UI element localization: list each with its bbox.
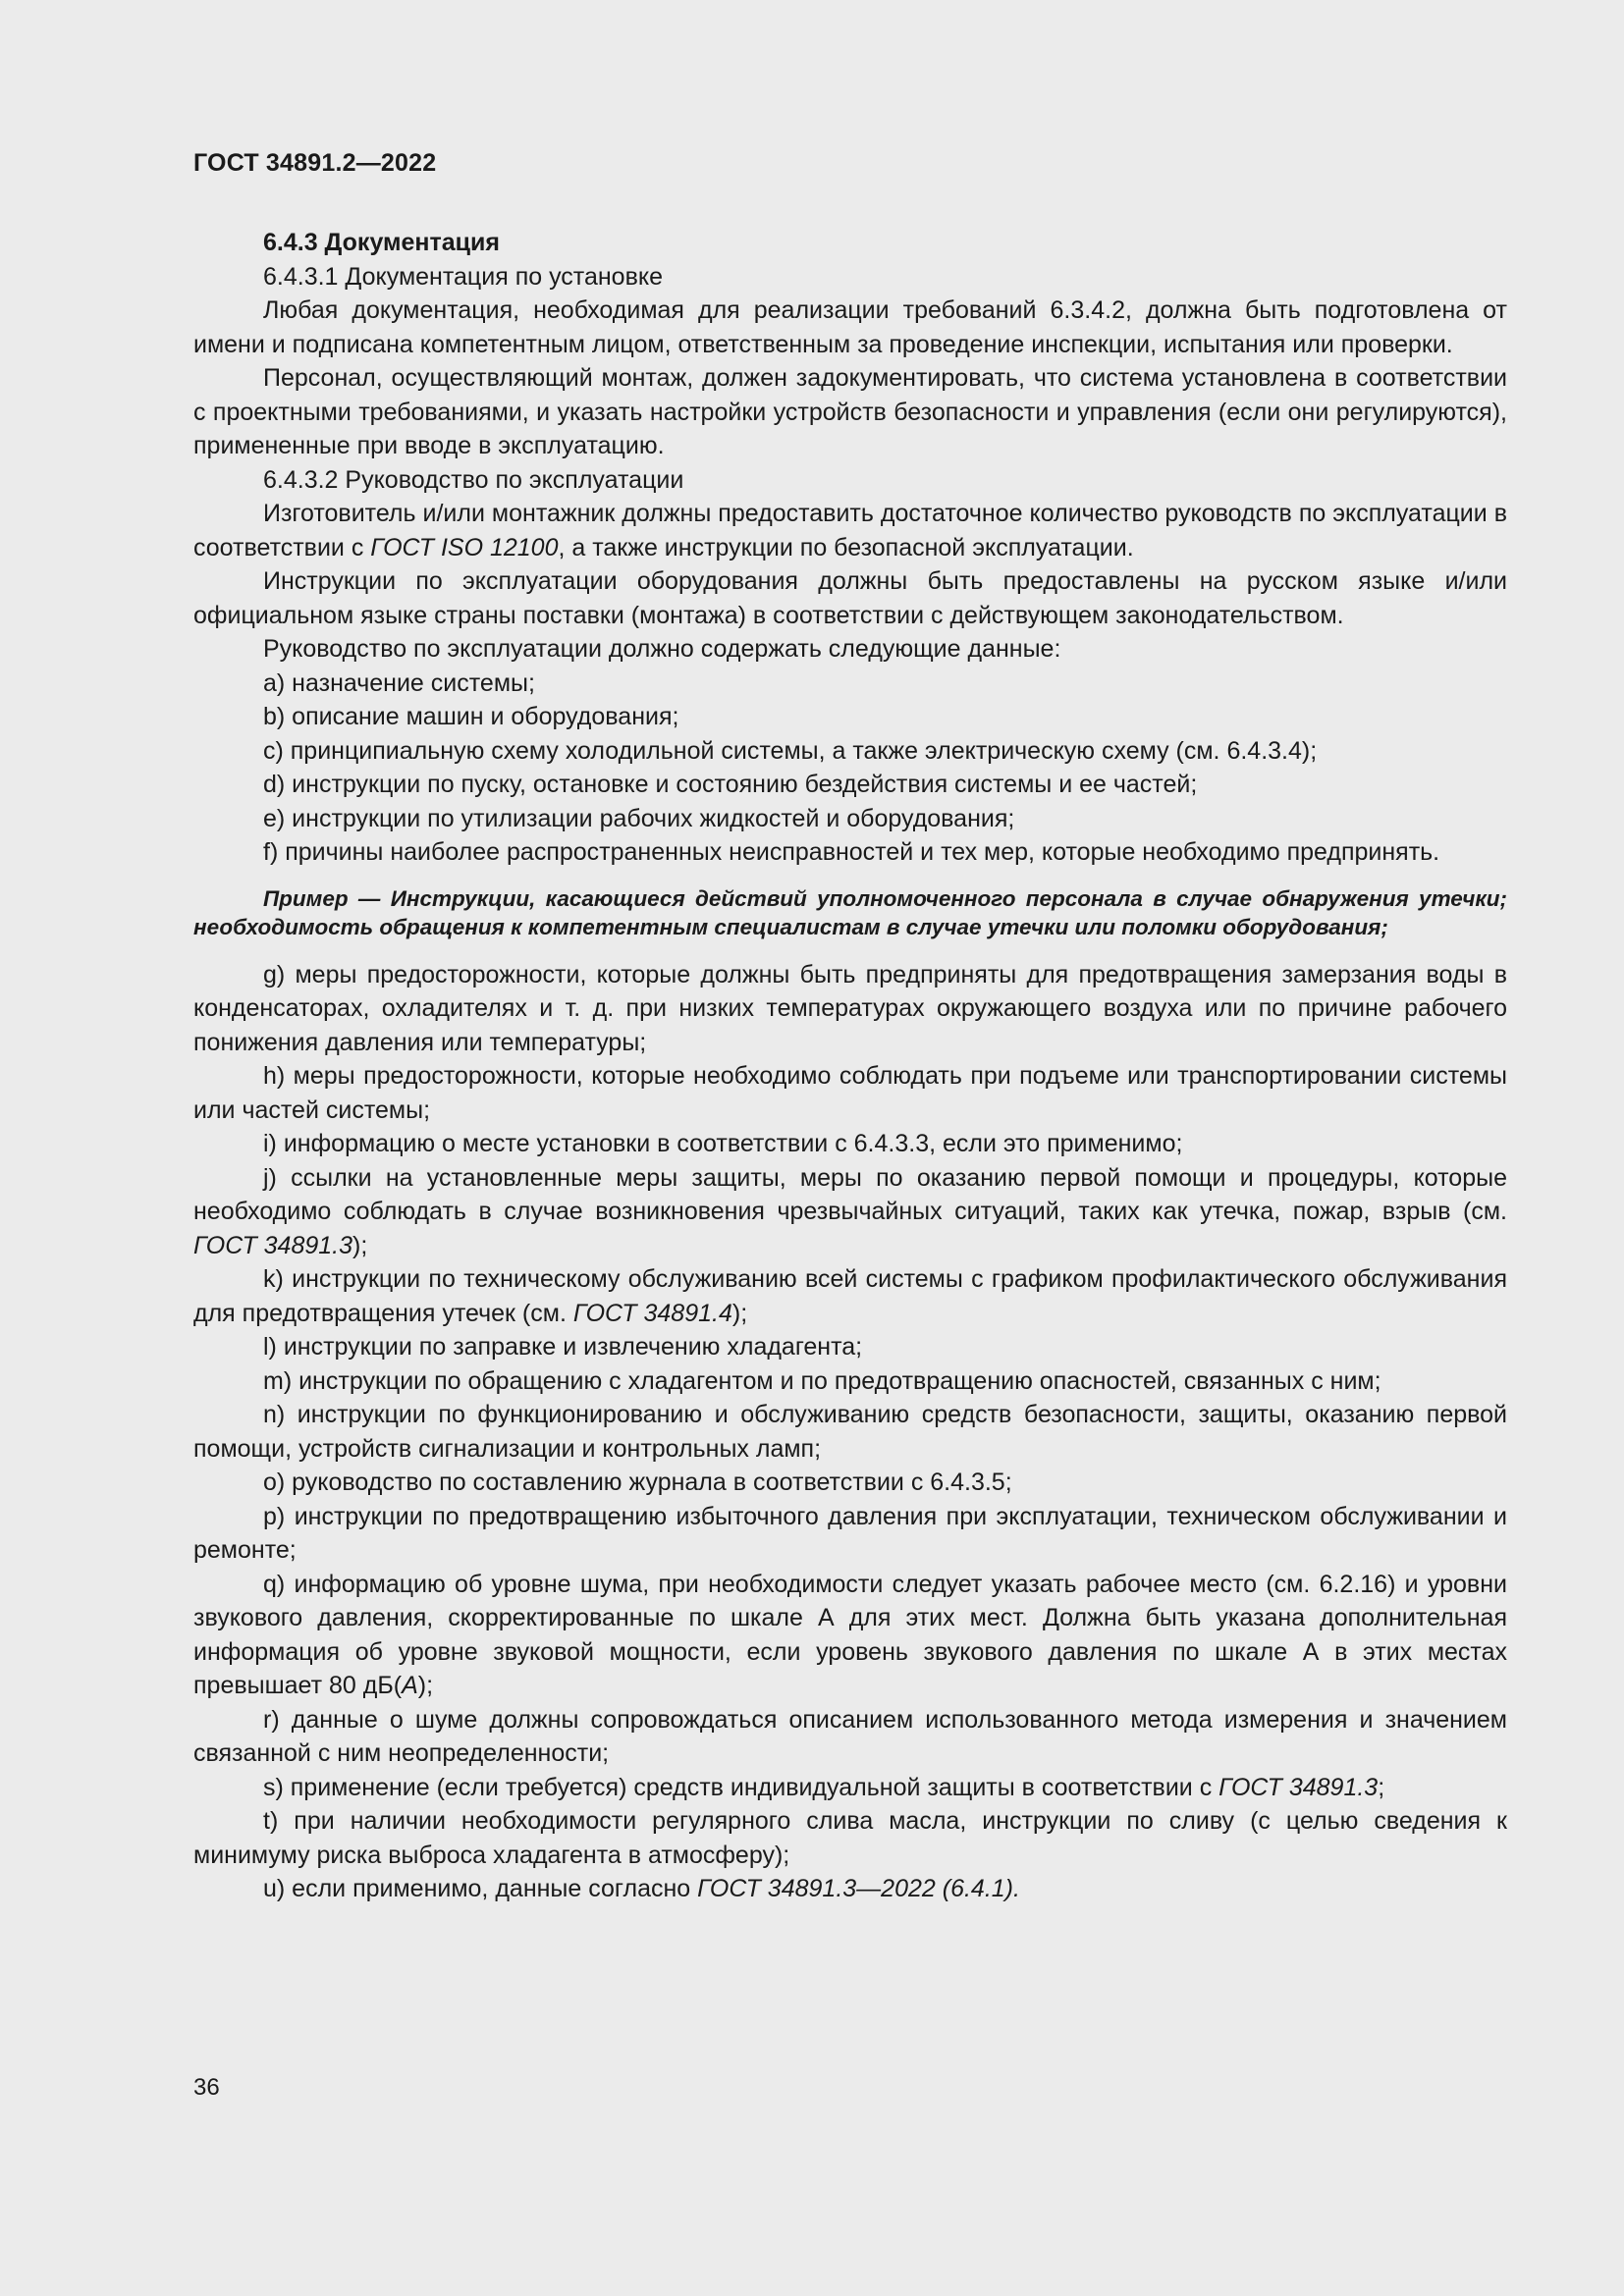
list-item: c) принципиальную схему холодильной системы, а также электрическую схему (см. 6.4.3.4);	[263, 736, 1318, 765]
paragraph: Инструкции по эксплуатации оборудования должны быть предоставлены на русском языке и/или официальном языке страны поставки (монтажа) в соответствии с действующем законодательством.	[193, 567, 1507, 629]
text: );	[352, 1231, 368, 1259]
list-item: t) при наличии необходимости регулярного слива масла, инструкции по сливу (с целью сведения к минимуму риска выброса хладагента в атмосферу);	[193, 1807, 1507, 1869]
list-item	[193, 1872, 1507, 1906]
paragraph: Любая документация, необходимая для реализации требований 6.3.4.2, должна быть подготовлена от имени и подписана компетентным лицом, ответственным за проведение инспекции, испытания или проверки.	[193, 296, 1507, 358]
unit-italic: A	[402, 1672, 418, 1699]
text: u) если применимо, данные согласно	[263, 1875, 698, 1902]
list-item: n) инструкции по функционированию и обслуживанию средств безопасности, защиты, оказанию первой помощи, устройств сигнализации и контрольных ламп;	[193, 1401, 1507, 1463]
paragraph	[193, 497, 1507, 564]
list-item: e) инструкции по утилизации рабочих жидкостей и оборудования;	[263, 804, 1015, 832]
list-item	[193, 1262, 1507, 1330]
list-item: g) меры предосторожности, которые должны быть предприняты для предотвращения замерзания воды в конденсаторах, охладителях и т. д. при низких температурах окружающего воздуха или по причине рабочего понижения давления или температуры;	[193, 960, 1507, 1056]
list-item: d) инструкции по пуску, остановке и состоянию бездействия системы и ее частей;	[263, 771, 1198, 798]
text: j) ссылки на установленные меры защиты, меры по оказанию первой помощи и процедуры, которые необходимо соблюдать в случае возникновения чрезвычайных ситуаций, таких как утечка, пожар, взрыв (см.	[193, 1163, 1507, 1225]
list-item: r) данные о шуме должны сопровождаться описанием использованного метода измерения и значением связанной с ним неопределенности;	[193, 1705, 1507, 1767]
list-item: l) инструкции по заправке и извлечению хладагента;	[263, 1333, 863, 1361]
list-item: p) инструкции по предотвращению избыточного давления при эксплуатации, техническом обслуживании и ремонте;	[193, 1502, 1507, 1564]
text: s) применение (если требуется) средств индивидуальной защиты в соответствии с	[263, 1773, 1219, 1801]
text: , а также инструкции по безопасной эксплуатации.	[558, 533, 1134, 561]
list-item: а) назначение системы;	[263, 668, 535, 697]
document-header: ГОСТ 34891.2—2022	[193, 149, 437, 177]
standard-reference: ГОСТ 34891.4	[572, 1299, 732, 1327]
paragraph: Персонал, осуществляющий монтаж, должен задокументировать, что система установлена в соответствии с проектными требованиями, и указать настройки устройств безопасности и управления (если они регулируются), примененные при вводе в эксплуатацию.	[193, 364, 1507, 459]
text: );	[731, 1299, 748, 1327]
list-item: i) информацию о месте установки в соответствии с 6.4.3.3, если это применимо;	[263, 1130, 1183, 1157]
list-item	[193, 1161, 1507, 1263]
list-item: f) причины наиболее распространенных неисправностей и тех мер, которые необходимо предпринять.	[263, 838, 1440, 866]
list-item	[193, 1771, 1507, 1805]
text: );	[417, 1672, 434, 1699]
list-item: o) руководство по составлению журнала в соответствии с 6.4.3.5;	[263, 1468, 1012, 1496]
standard-reference: ГОСТ 34891.3—2022 (6.4.1).	[697, 1875, 1020, 1902]
text: Изготовитель и/или монтажник должны предоставить достаточное количество руководств по эксплуатации в соответствии с	[193, 500, 1507, 561]
paragraph: Руководство по эксплуатации должно содержать следующие данные:	[263, 635, 1061, 663]
text: ;	[1378, 1773, 1385, 1801]
page-number: 36	[193, 2074, 220, 2101]
list-item: m) инструкции по обращению с хладагентом и по предотвращению опасностей, связанных с ним;	[263, 1366, 1381, 1395]
document-body	[193, 226, 1507, 1906]
text: q) информацию об уровне шума, при необходимости следует указать рабочее место (см. 6.2.16) и уровни звукового давления, скорректированные по шкале А для этих мест. Должна быть указана дополнительная информация об уровне звуковой мощности, если уровень звукового давления по шкале А в этих местах превышает 80 дБ(	[193, 1570, 1507, 1699]
standard-reference: ГОСТ 34891.3	[1218, 1773, 1379, 1801]
section-title: 6.4.3 Документация	[263, 229, 500, 256]
list-item	[193, 1568, 1507, 1703]
subsection-title: 6.4.3.1 Документация по установке	[263, 262, 663, 291]
example-note: Пример — Инструкции, касающиеся действий уполномоченного персонала в случае обнаружения утечки; необходимость обращения к компетентным специалистам в случае утечки или поломки оборудования;	[193, 885, 1507, 939]
text: k) инструкции по техническому обслуживанию всей системы с графиком профилактического обслуживания для предотвращения утечек (см.	[193, 1265, 1507, 1327]
standard-reference: ГОСТ ISO 12100	[370, 533, 559, 561]
list-item: h) меры предосторожности, которые необходимо соблюдать при подъеме или транспортировании системы или частей системы;	[193, 1062, 1507, 1124]
subsection-title: 6.4.3.2 Руководство по эксплуатации	[263, 465, 684, 494]
list-item: b) описание машин и оборудования;	[263, 703, 679, 730]
standard-reference: ГОСТ 34891.3	[193, 1231, 353, 1259]
